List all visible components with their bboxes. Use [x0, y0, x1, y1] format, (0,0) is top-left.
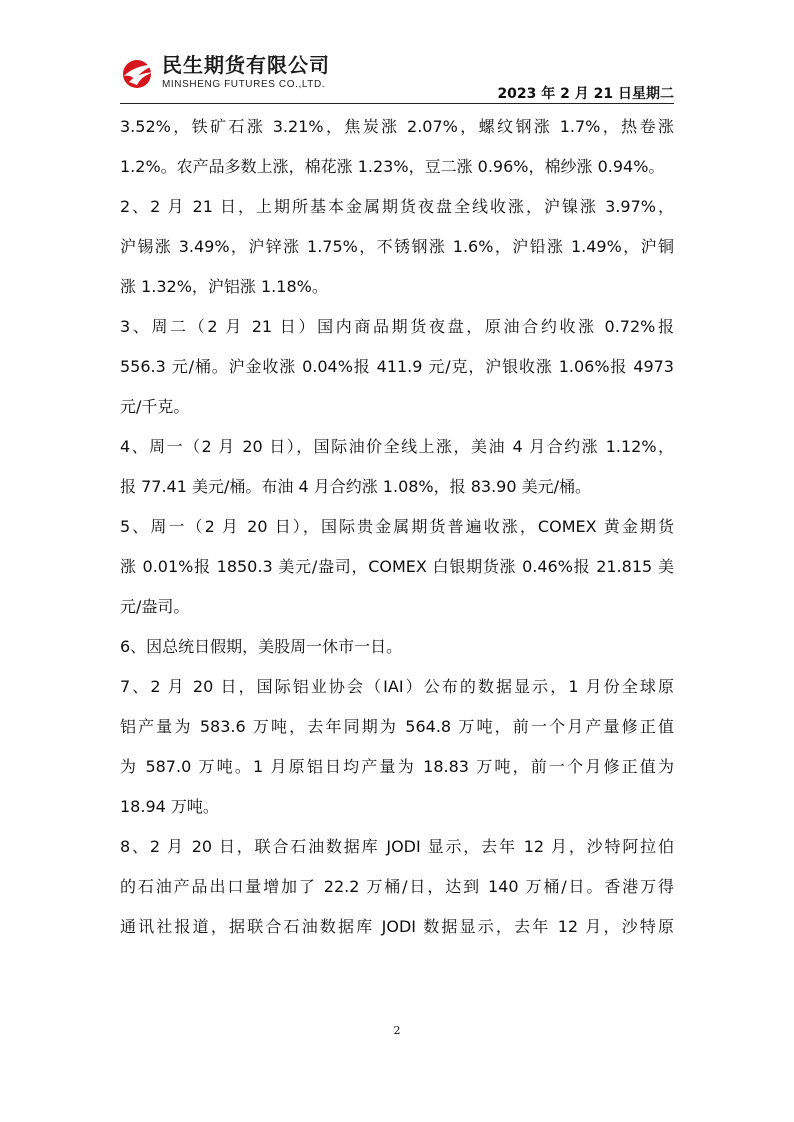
text-line: 的石油产品出口量增加了 22.2 万桶/日，达到 140 万桶/日。香港万得 — [120, 877, 674, 896]
company-logo-icon — [120, 56, 158, 90]
text-line: 2、2 月 21 日，上期所基本金属期货夜盘全线收涨，沪镍涨 3.97%， — [120, 197, 674, 216]
text-line: 涨 1.32%，沪铝涨 1.18%。 — [120, 277, 328, 296]
news-item-paragraph — [120, 507, 674, 627]
company-name-cn: 民生期货有限公司 — [162, 53, 330, 77]
text-line: 556.3 元/桶。沪金收涨 0.04%报 411.9 元/克，沪银收涨 1.06%报 4973 — [120, 357, 674, 376]
text-line: 18.94 万吨。 — [120, 797, 219, 816]
news-item-paragraph — [120, 107, 674, 187]
text-line: 报 77.41 美元/桶。布油 4 月合约涨 1.08%，报 83.90 美元/桶。 — [120, 477, 592, 496]
text-line: 为 587.0 万吨。1 月原铝日均产量为 18.83 万吨，前一个月修正值为 — [120, 757, 674, 776]
news-item-paragraph — [120, 827, 674, 947]
page-header — [120, 52, 674, 104]
text-line: 1.2%。农产品多数上涨，棉花涨 1.23%，豆二涨 0.96%，棉纱涨 0.94%。 — [120, 157, 665, 176]
page-number: 2 — [393, 1024, 401, 1037]
text-line: 元/盎司。 — [120, 597, 190, 616]
company-name-en: MINSHENG FUTURES CO.,LTD. — [162, 79, 326, 90]
news-item-paragraph — [120, 307, 674, 427]
text-line: 涨 0.01%报 1850.3 美元/盎司，COMEX 白银期货涨 0.46%报 21.815 美 — [120, 557, 674, 576]
news-item-paragraph — [120, 627, 674, 667]
news-item-paragraph — [120, 427, 674, 507]
text-line: 8、2 月 20 日，联合石油数据库 JODI 显示，去年 12 月，沙特阿拉伯 — [120, 837, 674, 856]
text-line: 3、周二（2 月 21 日）国内商品期货夜盘，原油合约收涨 0.72%报 — [120, 317, 674, 336]
document-body — [120, 107, 674, 947]
text-line: 5、周一（2 月 20 日），国际贵金属期货普遍收涨，COMEX 黄金期货 — [120, 517, 674, 536]
text-line: 6、因总统日假期，美股周一休市一日。 — [120, 637, 403, 656]
text-line: 4、周一（2 月 20 日），国际油价全线上涨，美油 4 月合约涨 1.12%， — [120, 437, 674, 456]
text-line: 7、2 月 20 日，国际铝业协会（IAI）公布的数据显示，1 月份全球原 — [120, 677, 674, 696]
text-line: 沪锡涨 3.49%，沪锌涨 1.75%，不锈钢涨 1.6%，沪铅涨 1.49%，沪铜 — [120, 237, 674, 256]
header-divider — [120, 103, 674, 104]
text-line: 元/千克。 — [120, 397, 190, 416]
report-date: 2023 年 2 月 21 日星期二 — [497, 86, 674, 102]
text-line: 3.52%，铁矿石涨 3.21%，焦炭涨 2.07%，螺纹钢涨 1.7%，热卷涨 — [120, 117, 674, 136]
text-line: 通讯社报道，据联合石油数据库 JODI 数据显示，去年 12 月，沙特原 — [120, 917, 674, 936]
company-logo — [120, 52, 330, 91]
news-item-paragraph — [120, 667, 674, 827]
news-item-paragraph — [120, 187, 674, 307]
text-line: 铝产量为 583.6 万吨，去年同期为 564.8 万吨，前一个月产量修正值 — [120, 717, 674, 736]
